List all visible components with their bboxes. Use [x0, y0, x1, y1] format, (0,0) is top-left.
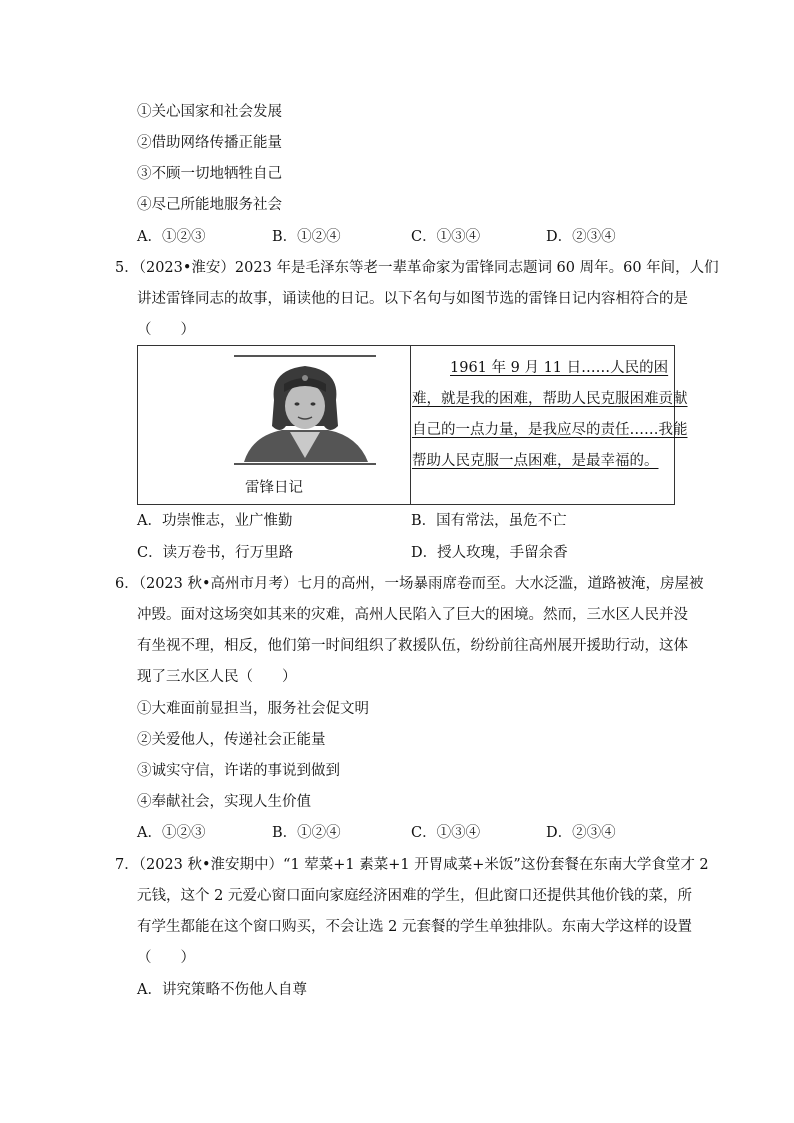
leifeng-diary-table [137, 345, 688, 505]
q7-stem-line-3: 有学生都能在这个窗口购买，不会让选 2 元套餐的学生单独排队。东南大学这样的设置 [137, 919, 692, 935]
q4-statement-1: ①关心国家和社会发展 [137, 104, 282, 120]
q7-options [0, 980, 794, 1000]
q6-option-a[interactable]: A．①②③ [137, 825, 206, 841]
q7-stem-line-1: 7．（2023 秋•淮安期中）“1 荤菜+1 素菜+1 开胃咸菜+米饭”这份套餐在东南大学食堂才 2 [115, 857, 709, 873]
q7-option-a[interactable]: A．讲究策略不伤他人自尊 [137, 982, 307, 998]
q6-option-b[interactable]: B．①②④ [272, 825, 341, 841]
q6-option-c[interactable]: C．①③④ [411, 825, 481, 841]
q4-statement-4: ④尽己所能地服务社会 [137, 197, 282, 213]
q4-statement-3: ③不顾一切地牺牲自己 [137, 166, 282, 182]
diary-line-3: 自己的一点力量，是我应尽的责任……我能 [412, 422, 688, 438]
q6-stem-line-4: 现了三水区人民（ ） [137, 669, 297, 685]
q6-statement-2: ②关爱他人，传递社会正能量 [137, 732, 326, 748]
diary-line-2: 难，就是我的困难，帮助人民克服困难贡献 [412, 391, 688, 407]
q6-stem-line-3: 有坐视不理，相反，他们第一时间组织了救援队伍，纷纷前往高州展开援助行动，这体 [137, 638, 688, 654]
q5-options-row-1 [0, 511, 794, 531]
q4-option-c[interactable]: C．①③④ [411, 229, 481, 245]
q5-stem-line-1: 5．（2023•淮安）2023 年是毛泽东等老一辈革命家为雷锋同志题词 60 周年。60 年间，人们 [115, 260, 719, 276]
q6-statement-1: ①大难面前显担当，服务社会促文明 [137, 701, 369, 717]
q4-options [0, 227, 794, 247]
q5-stem-line-3: （ ） [137, 322, 195, 338]
diary-line-1: 1961 年 9 月 11 日……人民的困 [450, 360, 669, 376]
q4-option-b[interactable]: B．①②④ [272, 229, 341, 245]
q7-stem-line-4: （ ） [137, 950, 195, 966]
q6-statement-3: ③诚实守信，许诺的事说到做到 [137, 763, 340, 779]
q5-option-d[interactable]: D．授人玫瑰，手留余香 [411, 545, 568, 561]
q6-option-d[interactable]: D．②③④ [546, 825, 616, 841]
q6-stem-line-1: 6．（2023 秋•高州市月考）七月的高州，一场暴雨席卷而至。大水泛滥，道路被淹，房屋被 [115, 576, 704, 592]
q7-stem-line-2: 元钱，这个 2 元爱心窗口面向家庭经济困难的学生，但此窗口还提供其他价钱的菜，所 [137, 888, 692, 904]
leifeng-portrait [234, 354, 376, 466]
q5-stem-line-2: 讲述雷锋同志的故事，诵读他的日记。以下名句与如图节选的雷锋日记内容相符合的是 [137, 291, 688, 307]
q5-option-a[interactable]: A．功崇惟志，业广惟勤 [137, 513, 293, 529]
q6-options [0, 823, 794, 843]
q5-option-c[interactable]: C．读万卷书，行万里路 [137, 545, 294, 561]
q4-option-d[interactable]: D．②③④ [546, 229, 616, 245]
q6-statement-4: ④奉献社会，实现人生价值 [137, 794, 311, 810]
q5-options-row-2 [0, 543, 794, 563]
portrait-caption: 雷锋日记 [245, 480, 303, 496]
q4-option-a[interactable]: A．①②③ [137, 229, 206, 245]
diary-line-4: 帮助人民克服一点困难，是最幸福的。 [412, 453, 659, 469]
q4-statement-2: ②借助网络传播正能量 [137, 135, 282, 151]
table-divider [410, 346, 411, 504]
q6-stem-line-2: 冲毁。面对这场突如其来的灾难，高州人民陷入了巨大的困境。然而，三水区人民并没 [137, 607, 688, 623]
q5-option-b[interactable]: B．国有常法，虽危不亡 [411, 513, 567, 529]
